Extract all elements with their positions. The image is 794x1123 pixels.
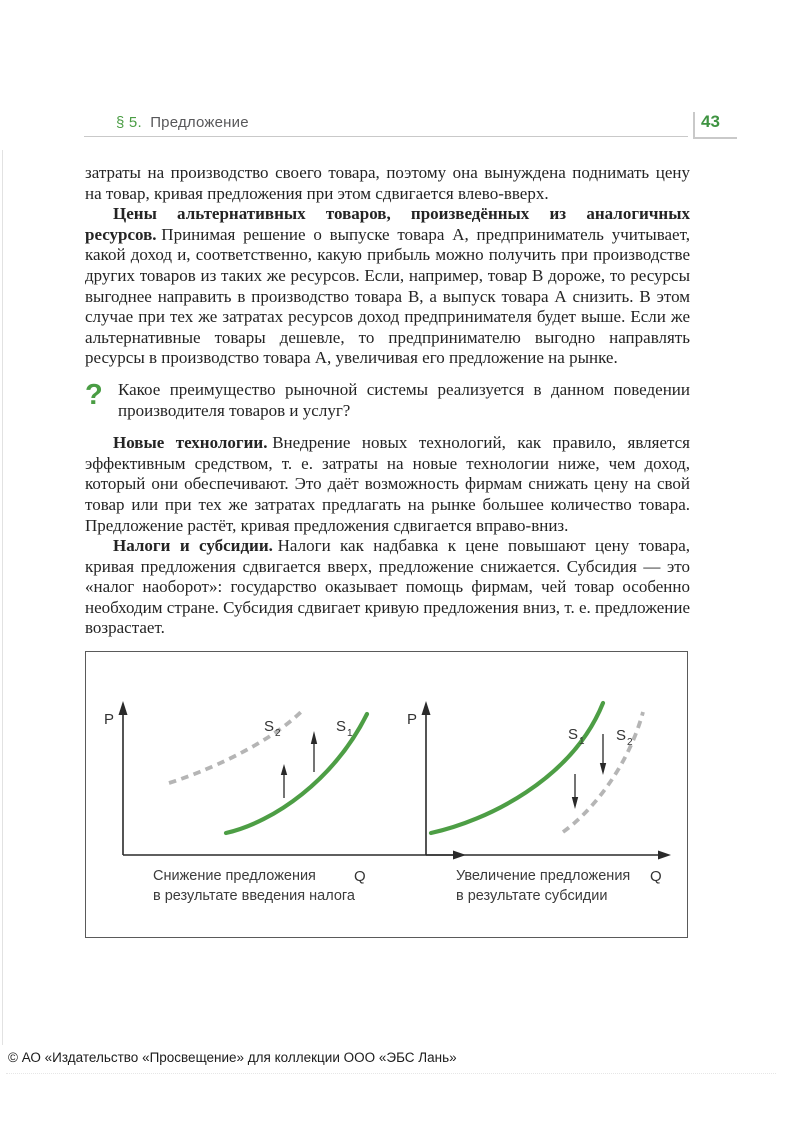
s1-label: S: [568, 726, 579, 744]
question-block: [85, 380, 690, 421]
shift-arrow-down-2: [572, 774, 578, 809]
s1-label: S: [336, 718, 347, 736]
paragraph-text: Внедрение новых технологий, как правило, является эффективным средством, т. е. затраты на новые технологии ниже, чем доход, который они обеспечивают. Это даёт возможность фирмам снижать цену на свой товар или при тех же затратах предлагать на рынке большее количество товара. Предложение растёт, кривая предложения сдвигается вправо-вниз.: [85, 433, 690, 535]
s2-label: S: [616, 727, 627, 745]
p-axis-label: P: [104, 711, 115, 729]
supply-shift-figure: [85, 651, 688, 938]
section-heading: [116, 114, 249, 131]
right-caption-line2: в результате субсидии: [456, 888, 608, 905]
s1-subscript: 1: [347, 728, 353, 740]
left-caption-line2: в результате введения налога: [153, 888, 355, 905]
left-caption-line1: Снижение предложения: [153, 868, 316, 885]
right-chart: [407, 701, 671, 904]
footer-copyright: © АО «Издательство «Просвещение» для коллекции ООО «ЭБС Лань»: [8, 1050, 457, 1065]
shift-arrow-up-1: [281, 764, 287, 798]
s2-subscript: 2: [627, 737, 633, 749]
paragraph-text: Принимая решение о выпуске товара А, предприниматель учитывает, какой доход и, соответственно, какую прибыль можно получить при производстве других товаров из таких же ресурсов. Если, например, товар В дороже, то ресурсы выгоднее направить в производство товара В, а выпуск товара А снизить. В этом случае при тех же затратах ресурсов доход предпринимателя будет выше. Если же альтернативные товары дешевле, то предпринимателю выгодно направлять ресурсы в производство товара А, увеличивая его предложение на рынке.: [85, 224, 690, 368]
right-caption-line1: Увеличение предложения: [456, 868, 631, 885]
x-axis-arrow-icon: [658, 851, 671, 860]
section-title: Предложение: [150, 114, 249, 131]
p-axis-label: P: [407, 711, 418, 729]
body-text-column: [85, 163, 690, 938]
s1-subscript: 1: [579, 736, 585, 748]
shift-arrow-down-1: [600, 734, 606, 775]
y-axis-arrow-icon: [422, 701, 431, 715]
supply-shift-svg: [86, 652, 687, 937]
paragraph-lead: Цены альтернативных товаров, произведённых из аналогичных ресурсов.: [85, 204, 690, 244]
section-number: § 5.: [116, 114, 142, 131]
y-axis-arrow-icon: [119, 701, 128, 715]
shift-arrow-up-2: [311, 731, 317, 772]
scan-edge-line: [2, 150, 3, 1045]
paragraph-text: Налоги как надбавка к цене повышают цену товара, кривая предложения сдвигается вверх, предложение снижается. Субсидия — это «налог наоборот»: государство оказывает помощь фирмам, чей товар особенно необходим стране. Субсидия сдвигает кривую предложения вниз, т. е. предложение возрастает.: [85, 536, 690, 638]
paragraph-lead: Налоги и субсидии.: [113, 536, 273, 556]
paragraph-new-technologies: [85, 433, 690, 536]
paragraph-lead: Новые технологии.: [113, 433, 268, 453]
question-text: Какое преимущество рыночной системы реализуется в данном поведении производителя товаров и услуг?: [118, 379, 690, 420]
q-axis-label: Q: [650, 868, 662, 886]
s2-subscript: 2: [275, 728, 281, 740]
paragraph-text: затраты на производство своего товара, поэтому она вынуждена поднимать цену на товар, кривая предложения при этом сдвигается влево-вверх.: [85, 163, 690, 203]
s2-label: S: [264, 718, 275, 736]
left-chart: [104, 701, 466, 904]
supply-curve-s1: [431, 703, 603, 833]
page-number-box: [693, 112, 737, 139]
q-axis-label: Q: [354, 868, 366, 886]
page-number: 43: [701, 112, 720, 131]
paragraph-taxes-subsidies: [85, 536, 690, 639]
question-mark-icon: ?: [85, 378, 103, 411]
paragraph-continuation: [85, 163, 690, 204]
header-rule: [84, 136, 688, 137]
paragraph-alternative-goods: [85, 204, 690, 369]
scan-artifact-line: [6, 1073, 776, 1074]
